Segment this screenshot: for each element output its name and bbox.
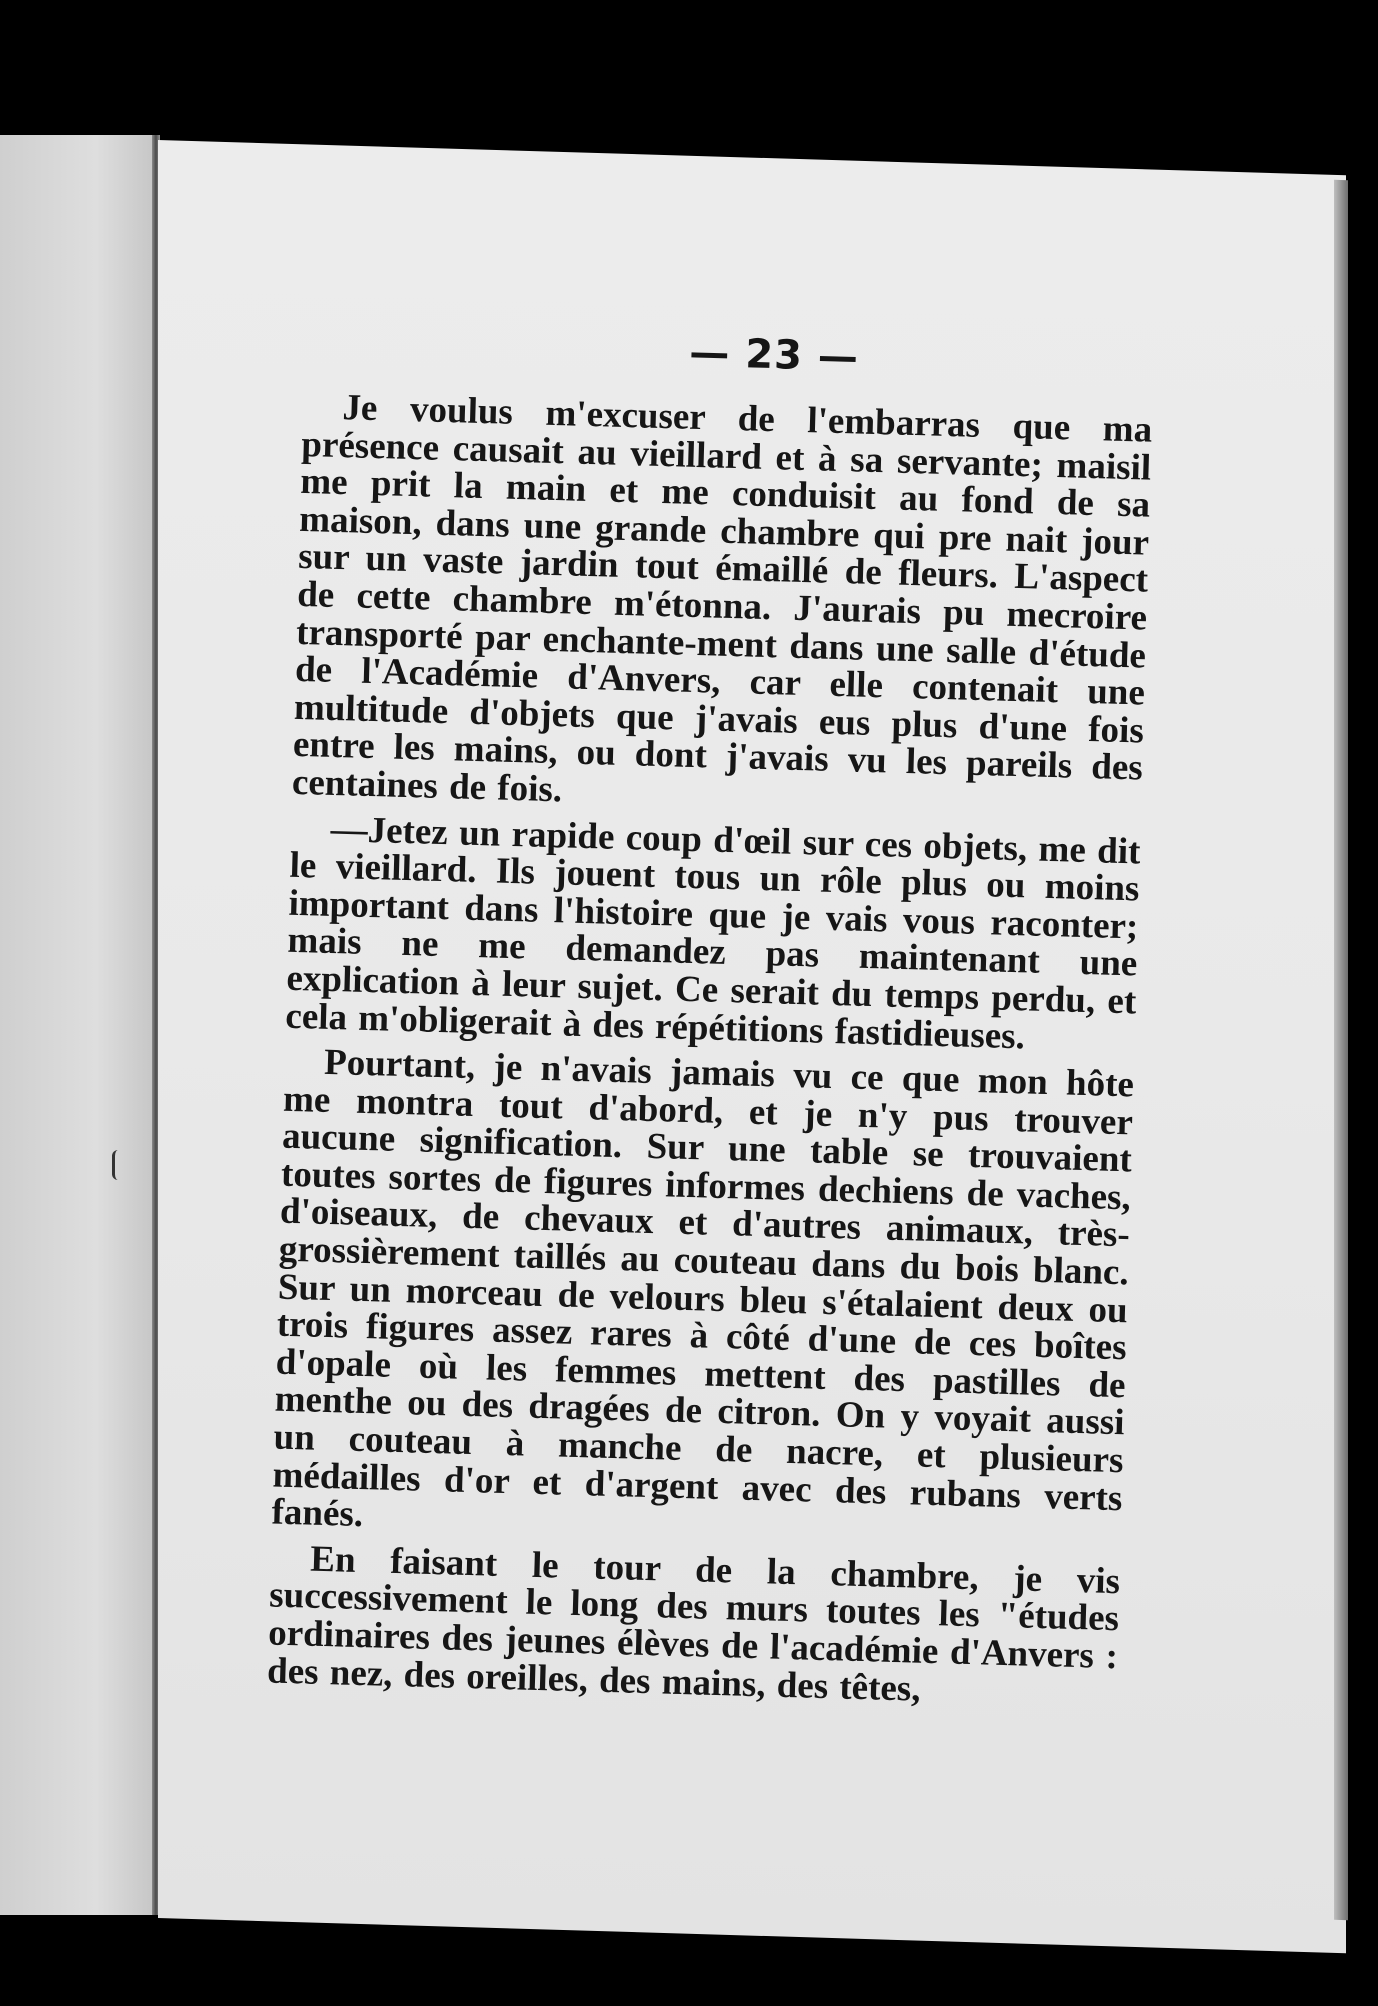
page-edge-shadow xyxy=(1334,180,1348,1920)
paragraph-2: —Jetez un rapide coup d'œil sur ces objets, me dit le vieillard. Ils jouent tous un rôle plus ou moins important dans l'histoire que je vais vous raconter; mais ne me demandez pas maintenant une explication à leur sujet. Ce serait du temps perdu, et cela m'obligerait à des répétitions fastidieuses. xyxy=(284,808,1142,1057)
paragraph-3: Pourtant, je n'avais jamais vu ce que mon hôte me montra tout d'abord, et je n'y pus trouver aucune signification. Sur une table se trouvaient toutes sortes de figures informes dechiens de vaches, d'oiseaux, de chevaux et d'autres animaux, très-grossièrement taillés au couteau dans du bois blanc. Sur un morceau de velours bleu s'étalaient deux ou trois figures assez rares à côté d'une de ces boîtes d'opale où les femmes mettent des pastilles de menthe ou des dragées de citron. On y voyait aussi un couteau à manche de nacre, et plusieurs médailles d'or et d'argent avec des rubans verts fanés. xyxy=(271,1041,1135,1536)
left-page-fragment xyxy=(0,135,160,1915)
paragraph-4: En faisant le tour de la chambre, je vis successivement le long des murs toutes les "études ordinaires des jeunes élèves de l'académie d'Anvers : des nez, des oreilles, des mains, des têtes, xyxy=(266,1538,1121,1710)
binding-mark xyxy=(112,1150,127,1180)
page-text-block xyxy=(263,318,1155,1861)
paragraph-1: Je voulus m'excuser de l'embarras que ma présence causait au vieillard et à sa servante; maisil me prit la main et me conduisit au fond de sa maison, dans une grande chambre qui pre nait jour sur un vaste jardin tout émaillé de fleurs. L'aspect de cette chambre m'étonna. J'aurais pu mecroire transporté par enchante-ment dans une salle d'étude de l'Académie d'Anvers, car elle contenait une multitude d'objets que j'avais eus plus d'une fois entre les mains, ou dont j'avais vu les pareils des centaines de fois. xyxy=(291,387,1153,811)
page-number: — 23 — xyxy=(688,329,860,381)
